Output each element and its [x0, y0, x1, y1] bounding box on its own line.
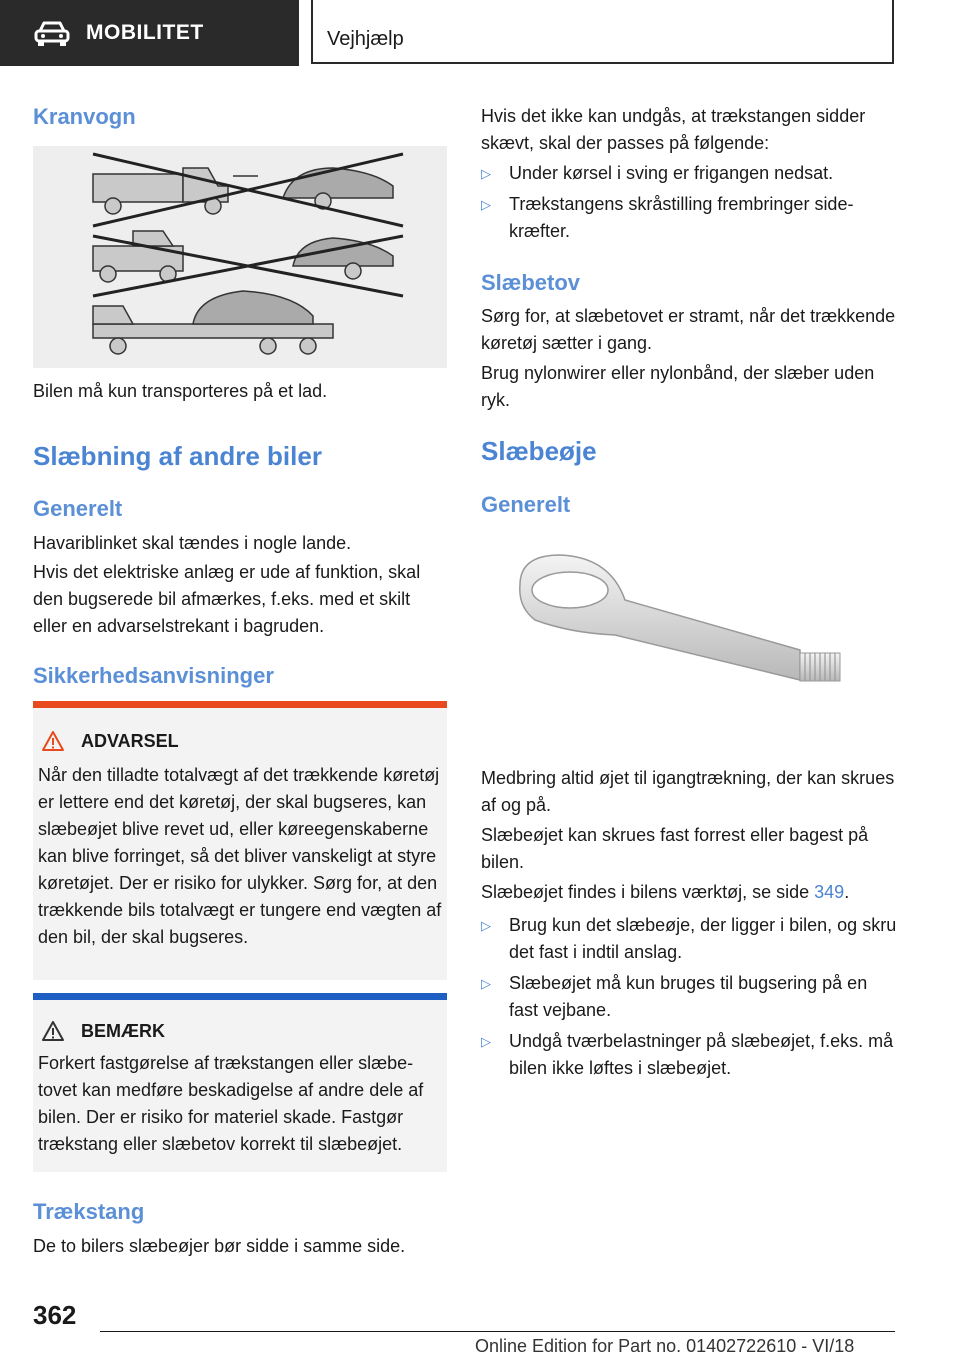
slaebetov-heading: Slæbetov	[481, 270, 581, 295]
traekstang-text: De to bilers slæbeøjer bør sidde i samme side.	[33, 1236, 406, 1256]
bullet-triangle-icon: ▷	[481, 976, 491, 991]
traekstang-heading: Trækstang	[33, 1199, 145, 1224]
chapter-tab[interactable]	[311, 0, 894, 64]
tow-truck-illustration	[33, 146, 447, 368]
generelt-right-heading: Generelt	[481, 492, 571, 517]
list-item: ▷ Brug kun det slæbeøje, der ligger i bilen, og skru det fast i indtil anslag.	[481, 912, 899, 966]
note-header	[41, 1020, 165, 1042]
bullet-triangle-icon: ▷	[481, 1034, 491, 1049]
slaeboeje-bullet-list	[481, 912, 899, 1082]
note-text: Forkert fastgørelse af trækstangen eller slæbetovet kan medføre beskadigelse af andre dele af bilen. Der er risiko for materiel skade. Fastgør trækstang eller slæbetov korrekt til slæbeøjet.	[38, 1053, 424, 1154]
slaeboeje-p3: Slæbeøjet findes i bilens værktøj, se side 349.	[481, 882, 850, 902]
note-label: BEMÆRK	[81, 1020, 165, 1041]
towing-eye-illustration	[500, 545, 880, 705]
note-box	[33, 1000, 447, 1172]
bullet-triangle-icon: ▷	[481, 197, 491, 212]
generelt-p2: Hvis det elektriske anlæg er ude af funktion, skal den bugserede bil afmærkes, f.eks. med et skilt eller en advarselstrekant i bagruden.	[33, 562, 421, 636]
page-reference-link[interactable]: 349	[814, 882, 845, 902]
note-bar	[33, 993, 447, 1000]
sikkerhed-heading: Sikkerhedsanvisninger	[33, 663, 274, 688]
page-header	[0, 0, 960, 66]
car-icon	[34, 19, 70, 47]
generelt-heading: Generelt	[33, 496, 123, 521]
warning-text: Når den tilladte totalvægt af det trækkende køretøj er lettere end det køretøj, der skal bugseres, kan slæbeøjet blive revet ud, eller køreegenskaberne kan blive forringet, så det bliver vanskeligt at styre køretøjet. Der er risiko for ulykker. Sørg for, at den trækkende bils totalvægt er tungere end vægten af den bil, der skal bugseres.	[38, 765, 442, 947]
warning-box	[33, 708, 447, 980]
bullet-triangle-icon: ▷	[481, 166, 491, 181]
edition-text: Online Edition for Part no. 01402722610 - VI/18	[475, 1336, 855, 1356]
slaebetov-p2: Brug nylonwirer eller nylonbånd, der slæber uden ryk.	[481, 363, 875, 410]
slaeboeje-heading: Slæbeøje	[481, 436, 597, 466]
list-item: ▷ Slæbeøjet må kun bruges til bugsering på en fast vejbane.	[481, 970, 899, 1024]
kranvogn-caption: Bilen må kun transporteres på et lad.	[33, 381, 328, 401]
section-tab[interactable]	[0, 0, 299, 66]
list-item: ▷ Undgå tværbelastninger på slæbeøjet, f.eks. må bilen ikke løftes i slæbeøjet.	[481, 1028, 899, 1082]
warning-triangle-icon	[41, 730, 65, 752]
slaeboeje-p1: Medbring altid øjet til igangtrækning, der kan skrues af og på.	[481, 768, 895, 815]
chapter-label: Vejhjælp	[327, 28, 404, 50]
generelt-p1: Havariblinket skal tændes i nogle lande.	[33, 533, 352, 553]
warning-label: ADVARSEL	[81, 730, 179, 751]
intro-bullet-list	[481, 160, 899, 245]
kranvogn-heading: Kranvogn	[33, 104, 136, 129]
slaebning-heading: Slæbning af andre biler	[33, 441, 322, 471]
caution-triangle-icon	[41, 1020, 65, 1042]
warning-bar	[33, 701, 447, 708]
intro-text: Hvis det ikke kan undgås, at trækstangen sidder skævt, skal der passes på følgende:	[481, 106, 866, 153]
list-item: ▷ Under kørsel i sving er frigangen nedsat.	[481, 160, 899, 187]
warning-header	[41, 730, 179, 752]
footer-divider	[100, 1331, 895, 1332]
page-number: 362	[33, 1300, 77, 1330]
section-label: MOBILITET	[86, 21, 204, 44]
bullet-triangle-icon: ▷	[481, 918, 491, 933]
slaeboeje-p2: Slæbeøjet kan skrues fast forrest eller bagest på bilen.	[481, 825, 869, 872]
list-item: ▷ Trækstangens skråstilling frembringer sidekræfter.	[481, 191, 899, 245]
slaebetov-p1: Sørg for, at slæbetovet er stramt, når det trækkende køretøj sætter i gang.	[481, 306, 896, 353]
